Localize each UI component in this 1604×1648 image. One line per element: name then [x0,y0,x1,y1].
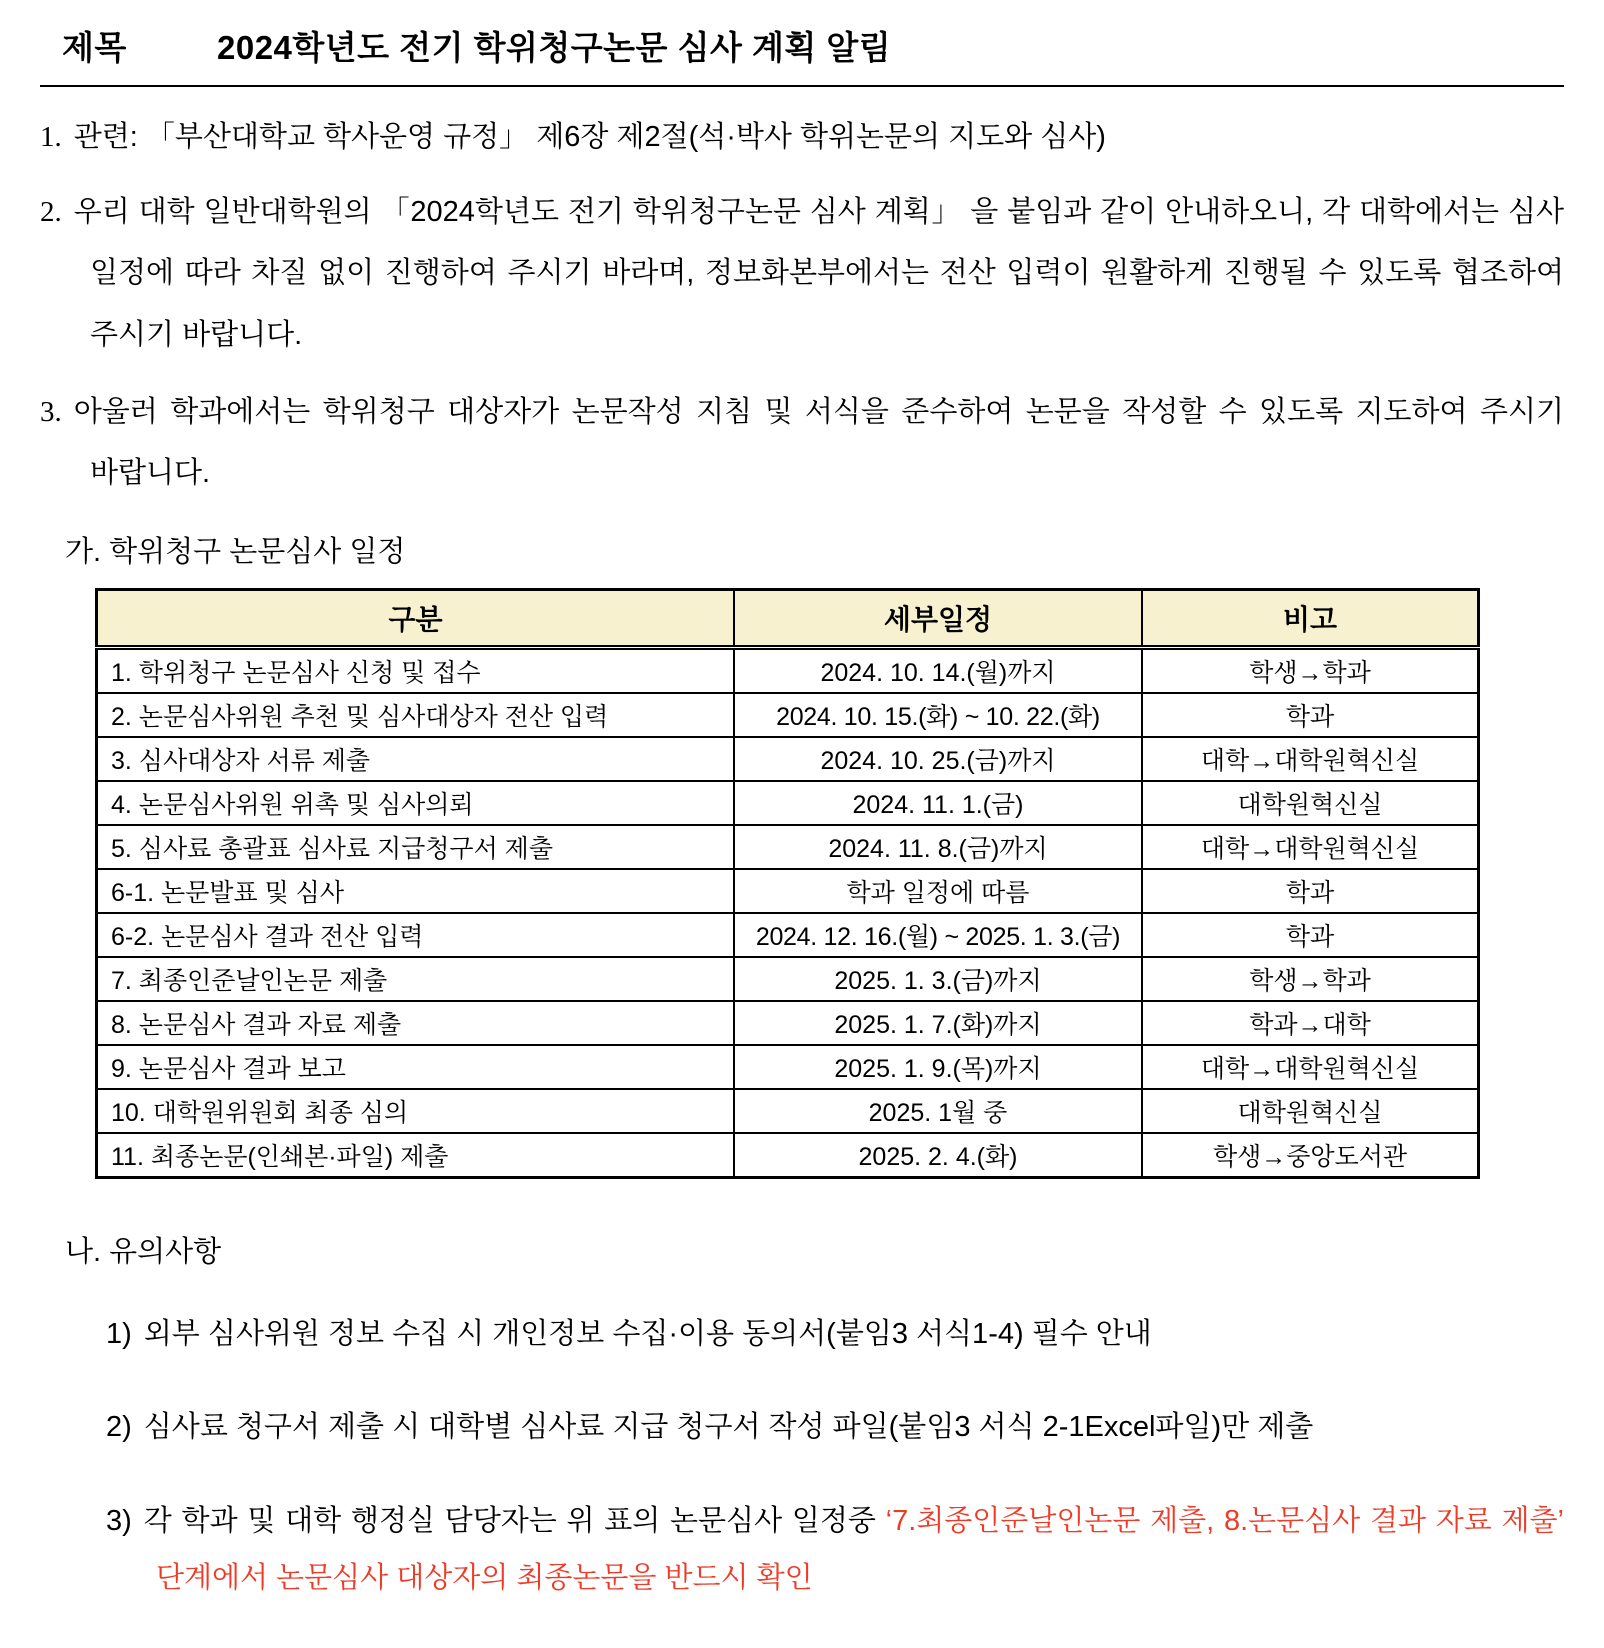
cell-category: 4. 논문심사위원 위촉 및 심사의뢰 [97,781,735,825]
table-row [97,957,1479,1001]
cell-remarks: 대학→대학원혁신실 [1142,1045,1479,1089]
cell-category: 9. 논문심사 결과 보고 [97,1045,735,1089]
cell-remarks: 학생→학과 [1142,957,1479,1001]
cell-category: 6-1. 논문발표 및 심사 [97,869,735,913]
column-header-remarks: 비고 [1142,589,1479,647]
cell-remarks: 학과 [1142,869,1479,913]
note-1-number: 1) [106,1317,132,1350]
column-header-schedule: 세부일정 [734,589,1142,647]
cell-remarks: 학과 [1142,693,1479,737]
cell-category: 1. 학위청구 논문심사 신청 및 접수 [97,647,735,693]
table-row [97,1133,1479,1178]
table-row [97,869,1479,913]
cell-remarks: 대학원혁신실 [1142,781,1479,825]
cell-schedule: 2024. 11. 8.(금)까지 [734,825,1142,869]
schedule-section-heading: 가. 학위청구 논문심사 일정 [65,535,406,568]
table-row [97,737,1479,781]
page-title: 2024학년도 전기 학위청구논문 심사 계획 알림 [217,29,892,66]
cell-remarks: 학생→중앙도서관 [1142,1133,1479,1178]
cell-remarks: 학생→학과 [1142,647,1479,693]
cell-remarks: 학과 [1142,913,1479,957]
paragraph-1 [40,117,1564,158]
cell-schedule: 2025. 1. 9.(목)까지 [734,1045,1142,1089]
cell-category: 8. 논문심사 결과 자료 제출 [97,1001,735,1045]
paragraph-3-number: 3. [40,396,62,428]
cell-category: 11. 최종논문(인쇄본·파일) 제출 [97,1133,735,1178]
paragraph-2 [40,182,1564,366]
note-3-highlighted-text: ‘7.최종인준날인논문 제출, 8.논문심사 결과 자료 제출’ 단계에서 논문심사 대상자의 최종논문을 반드시 확인 [156,1504,1564,1595]
cell-remarks: 대학원혁신실 [1142,1089,1479,1133]
notes-section-heading: 나. 유의사항 [65,1235,222,1268]
column-header-category: 구분 [97,589,735,647]
note-3 [106,1493,1564,1608]
note-1-text: 외부 심사위원 정보 수집 시 개인정보 수집·이용 동의서(붙임3 서식1-4) 필수 안내 [143,1317,1152,1350]
cell-schedule: 2025. 1월 중 [734,1089,1142,1133]
cell-category: 10. 대학원위원회 최종 심의 [97,1089,735,1133]
title-label: 제목 [62,29,127,66]
cell-remarks: 대학→대학원혁신실 [1142,737,1479,781]
cell-schedule: 학과 일정에 따름 [734,869,1142,913]
cell-category: 6-2. 논문심사 결과 전산 입력 [97,913,735,957]
note-2 [106,1399,1564,1456]
note-2-text: 심사료 청구서 제출 시 대학별 심사료 지급 청구서 작성 파일(붙임3 서식 2-1Excel파일)만 제출 [143,1411,1314,1444]
table-row [97,693,1479,737]
table-row [97,913,1479,957]
table-header-row [97,589,1479,647]
cell-schedule: 2024. 10. 14.(월)까지 [734,647,1142,693]
paragraph-1-text: 관련: 「부산대학교 학사운영 규정」 제6장 제2절(석·박사 학위논문의 지도와 심사) [73,121,1106,153]
table-row [97,1001,1479,1045]
cell-remarks: 대학→대학원혁신실 [1142,825,1479,869]
cell-schedule: 2024. 10. 25.(금)까지 [734,737,1142,781]
cell-schedule: 2024. 12. 16.(월) ~ 2025. 1. 3.(금) [734,913,1142,957]
paragraph-3-text: 아울러 학과에서는 학위청구 대상자가 논문작성 지침 및 서식을 준수하여 논문을 작성할 수 있도록 지도하여 주시기 바랍니다. [73,396,1564,490]
cell-category: 3. 심사대상자 서류 제출 [97,737,735,781]
cell-category: 2. 논문심사위원 추천 및 심사대상자 전산 입력 [97,693,735,737]
note-2-number: 2) [106,1411,132,1444]
paragraph-2-text: 우리 대학 일반대학원의 「2024학년도 전기 학위청구논문 심사 계획」 을 붙임과 같이 안내하오니, 각 대학에서는 심사 일정에 따라 차질 없이 진행하여 주시기 바라며, 정보화본부에서는 전산 입력이 원활하게 진행될 수 있도록 협조하여 주시기 바랍니다. [73,195,1564,351]
cell-schedule: 2025. 2. 4.(화) [734,1133,1142,1178]
paragraph-2-number: 2. [40,195,62,228]
note-1 [106,1306,1564,1363]
table-row [97,781,1479,825]
table-row [97,825,1479,869]
cell-category: 7. 최종인준날인논문 제출 [97,957,735,1001]
table-row [97,1089,1479,1133]
cell-category: 5. 심사료 총괄표 심사료 지급청구서 제출 [97,825,735,869]
cell-schedule: 2025. 1. 7.(화)까지 [734,1001,1142,1045]
paragraph-3 [40,382,1564,505]
schedule-table [95,588,1480,1179]
table-row [97,647,1479,693]
table-row [97,1045,1479,1089]
cell-schedule: 2024. 11. 1.(금) [734,781,1142,825]
cell-schedule: 2025. 1. 3.(금)까지 [734,957,1142,1001]
cell-remarks: 학과→대학 [1142,1001,1479,1045]
note-3-text: 각 학과 및 대학 행정실 담당자는 위 표의 논문심사 일정중 [143,1504,886,1537]
paragraph-1-number: 1. [40,121,62,153]
note-3-number: 3) [106,1504,132,1537]
title-bar [40,22,1564,69]
title-divider [40,85,1564,87]
cell-schedule: 2024. 10. 15.(화) ~ 10. 22.(화) [734,693,1142,737]
